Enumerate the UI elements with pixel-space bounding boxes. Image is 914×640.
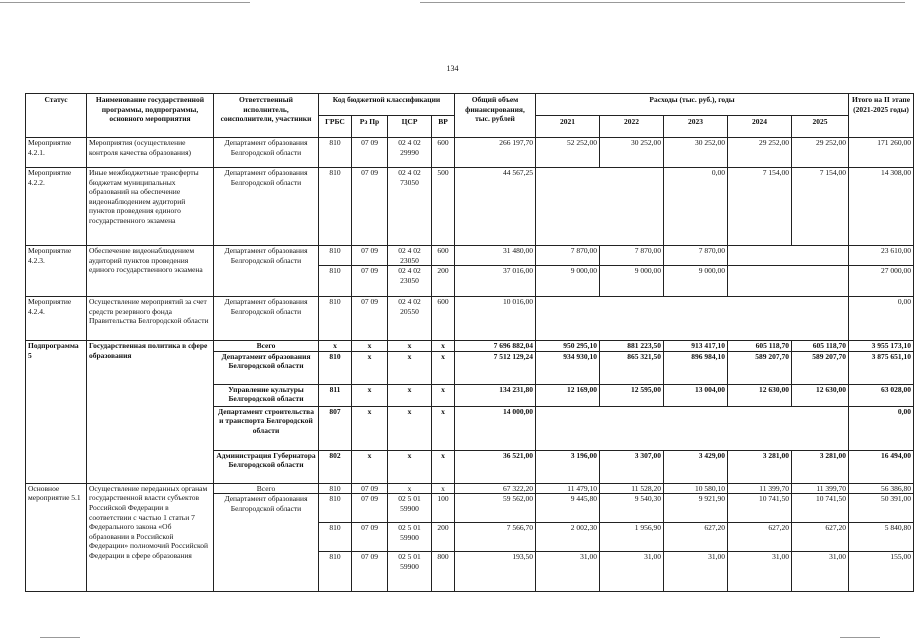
- rz-cell: 07 09: [352, 494, 388, 523]
- responsible-cell: Департамент образования Белгородской области: [214, 494, 319, 592]
- scan-edge-top-left: [0, 2, 250, 3]
- y2025-cell: 12 630,00: [792, 384, 849, 406]
- y2021-cell: 9 445,80: [536, 494, 600, 523]
- scan-edge-bottom-left: [40, 637, 80, 638]
- grbs-cell: 810: [319, 483, 352, 494]
- y2023-cell: 3 429,00: [664, 450, 728, 483]
- stage-cell: 50 391,00: [849, 494, 914, 523]
- name-cell: Государственная политика в сфере образования: [87, 341, 214, 484]
- header-rz: Рз Пр: [352, 116, 388, 138]
- csr-cell: x: [388, 483, 432, 494]
- y2025-cell: 29 252,00: [792, 138, 849, 168]
- header-name: Наименование государственной программы, подпрограммы, основного мероприятия: [87, 94, 214, 138]
- header-responsible: Ответственный исполнитель, соисполнители, участники: [214, 94, 319, 138]
- y2021-cell: 11 479,10: [536, 483, 600, 494]
- y2025-cell: 10 741,50: [792, 494, 849, 523]
- merged-empty-cell: [536, 168, 664, 246]
- vr-cell: x: [432, 384, 455, 406]
- table-row: [26, 168, 914, 246]
- total-cell: 37 016,00: [455, 266, 536, 297]
- y2023-cell: 627,20: [664, 523, 728, 552]
- y2025-cell: 11 399,70: [792, 483, 849, 494]
- name-cell: Осуществление мероприятий за счет средств резервного фонда Правительства Белгородской области: [87, 297, 214, 341]
- responsible-cell: Всего: [214, 341, 319, 352]
- stage-cell: 5 840,80: [849, 523, 914, 552]
- stage-cell: 16 494,00: [849, 450, 914, 483]
- responsible-cell: Управление культуры Белгородской области: [214, 384, 319, 406]
- y2025-cell: 589 207,70: [792, 351, 849, 384]
- vr-cell: 200: [432, 266, 455, 297]
- y2022-cell: 9 540,30: [600, 494, 664, 523]
- rz-cell: 07 09: [352, 138, 388, 168]
- csr-cell: x: [388, 450, 432, 483]
- y2023-cell: 9 000,00: [664, 266, 728, 297]
- y2021-cell: 9 000,00: [536, 266, 600, 297]
- status-cell: Подпрограмма 5: [26, 341, 87, 484]
- header-expenses: Расходы (тыс. руб.), годы: [536, 94, 849, 116]
- name-cell: Обеспечение видеонаблюдением аудиторий пунктов проведения единого государственного экзамена: [87, 246, 214, 297]
- table-row: [26, 297, 914, 341]
- rz-cell: 07 09: [352, 246, 388, 266]
- total-cell: 10 016,00: [455, 297, 536, 341]
- grbs-cell: 810: [319, 266, 352, 297]
- rz-cell: x: [352, 341, 388, 352]
- responsible-cell: Департамент образования Белгородской области: [214, 246, 319, 297]
- header-total-stage: Итого на II этапе (2021-2025 годы): [849, 94, 914, 138]
- total-cell: 36 521,00: [455, 450, 536, 483]
- rz-cell: 07 09: [352, 523, 388, 552]
- rz-cell: x: [352, 450, 388, 483]
- stage-cell: 63 028,00: [849, 384, 914, 406]
- vr-cell: x: [432, 351, 455, 384]
- responsible-cell: Департамент образования Белгородской области: [214, 351, 319, 384]
- total-cell: 7 696 882,04: [455, 341, 536, 352]
- y2022-cell: 865 321,50: [600, 351, 664, 384]
- csr-cell: 02 4 02 29990: [388, 138, 432, 168]
- y2024-cell: 3 281,00: [728, 450, 792, 483]
- responsible-cell: Департамент образования Белгородской области: [214, 168, 319, 246]
- grbs-cell: 810: [319, 246, 352, 266]
- rz-cell: 07 09: [352, 297, 388, 341]
- responsible-cell: Департамент образования Белгородской области: [214, 297, 319, 341]
- y2024-cell: 7 154,00: [728, 168, 792, 246]
- y2022-cell: 12 595,00: [600, 384, 664, 406]
- y2025-cell: 7 154,00: [792, 168, 849, 246]
- grbs-cell: 811: [319, 384, 352, 406]
- vr-cell: 500: [432, 168, 455, 246]
- table-row: [26, 341, 914, 352]
- merged-empty-cell: [728, 246, 849, 266]
- total-cell: 7 566,70: [455, 523, 536, 552]
- status-cell: Мероприятие 4.2.3.: [26, 246, 87, 297]
- y2023-cell: 7 870,00: [664, 246, 728, 266]
- y2023-cell: 0,00: [664, 168, 728, 246]
- merged-empty-cell: [536, 406, 849, 450]
- grbs-cell: 810: [319, 351, 352, 384]
- csr-cell: x: [388, 384, 432, 406]
- page-number: 134: [446, 64, 459, 73]
- y2024-cell: 12 630,00: [728, 384, 792, 406]
- vr-cell: 600: [432, 246, 455, 266]
- y2024-cell: 10 741,50: [728, 494, 792, 523]
- y2022-cell: 31,00: [600, 552, 664, 592]
- grbs-cell: 810: [319, 138, 352, 168]
- y2025-cell: 605 118,70: [792, 341, 849, 352]
- y2022-cell: 9 000,00: [600, 266, 664, 297]
- status-cell: Мероприятие 4.2.2.: [26, 168, 87, 246]
- grbs-cell: 810: [319, 168, 352, 246]
- csr-cell: 02 4 02 73050: [388, 168, 432, 246]
- stage-cell: 171 260,00: [849, 138, 914, 168]
- vr-cell: x: [432, 341, 455, 352]
- csr-cell: 02 4 02 23050: [388, 266, 432, 297]
- y2024-cell: 31,00: [728, 552, 792, 592]
- stage-cell: 3 875 651,10: [849, 351, 914, 384]
- y2024-cell: 29 252,00: [728, 138, 792, 168]
- vr-cell: 600: [432, 138, 455, 168]
- merged-empty-cell: [536, 297, 849, 341]
- y2022-cell: 1 956,90: [600, 523, 664, 552]
- grbs-cell: 807: [319, 406, 352, 450]
- rz-cell: 07 09: [352, 552, 388, 592]
- vr-cell: 200: [432, 523, 455, 552]
- y2023-cell: 13 004,00: [664, 384, 728, 406]
- header-total-volume: Общий объем финансирования, тыс. рублей: [455, 94, 536, 138]
- grbs-cell: x: [319, 341, 352, 352]
- y2023-cell: 10 580,10: [664, 483, 728, 494]
- stage-cell: 0,00: [849, 297, 914, 341]
- stage-cell: 155,00: [849, 552, 914, 592]
- vr-cell: 800: [432, 552, 455, 592]
- responsible-cell: Департамент образования Белгородской области: [214, 138, 319, 168]
- merged-empty-cell: [728, 266, 849, 297]
- y2021-cell: 3 196,00: [536, 450, 600, 483]
- total-cell: 67 322,20: [455, 483, 536, 494]
- csr-cell: 02 5 01 59900: [388, 552, 432, 592]
- header-grbs: ГРБС: [319, 116, 352, 138]
- scan-edge-top-right: [420, 2, 905, 3]
- total-cell: 134 231,80: [455, 384, 536, 406]
- y2023-cell: 9 921,90: [664, 494, 728, 523]
- total-cell: 31 480,00: [455, 246, 536, 266]
- vr-cell: x: [432, 450, 455, 483]
- status-cell: Основное мероприятие 5.1: [26, 483, 87, 592]
- grbs-cell: 810: [319, 297, 352, 341]
- csr-cell: 02 5 01 59900: [388, 494, 432, 523]
- budget-table: [25, 93, 914, 592]
- vr-cell: 600: [432, 297, 455, 341]
- header-2021: 2021: [536, 116, 600, 138]
- y2021-cell: 934 930,10: [536, 351, 600, 384]
- header-vr: ВР: [432, 116, 455, 138]
- responsible-cell: Департамент строительства и транспорта Белгородской области: [214, 406, 319, 450]
- vr-cell: x: [432, 483, 455, 494]
- rz-cell: 07 09: [352, 483, 388, 494]
- csr-cell: x: [388, 351, 432, 384]
- status-cell: Мероприятие 4.2.4.: [26, 297, 87, 341]
- y2022-cell: 3 307,00: [600, 450, 664, 483]
- csr-cell: x: [388, 341, 432, 352]
- y2024-cell: 627,20: [728, 523, 792, 552]
- y2025-cell: 3 281,00: [792, 450, 849, 483]
- y2023-cell: 31,00: [664, 552, 728, 592]
- y2023-cell: 896 984,10: [664, 351, 728, 384]
- name-cell: Иные межбюджетные трансферты бюджетам муниципальных образований на обеспечение видеонаблюдением аудиторий пунктов проведения единого государственного экзамена: [87, 168, 214, 246]
- total-cell: 59 562,00: [455, 494, 536, 523]
- header-2023: 2023: [664, 116, 728, 138]
- y2025-cell: 31,00: [792, 552, 849, 592]
- y2021-cell: 2 002,30: [536, 523, 600, 552]
- table-row: [26, 483, 914, 494]
- name-cell: Мероприятия (осуществление контроля качества образования): [87, 138, 214, 168]
- total-cell: 193,50: [455, 552, 536, 592]
- y2024-cell: 11 399,70: [728, 483, 792, 494]
- header-row-1: [26, 94, 914, 116]
- responsible-cell: Администрация Губернатора Белгородской области: [214, 450, 319, 483]
- grbs-cell: 810: [319, 552, 352, 592]
- header-budget-code: Код бюджетной классификации: [319, 94, 455, 116]
- y2021-cell: 12 169,00: [536, 384, 600, 406]
- total-cell: 266 197,70: [455, 138, 536, 168]
- csr-cell: 02 4 02 23050: [388, 246, 432, 266]
- name-cell: Осуществление переданных органам государственной власти субъектов Российской Федерации в соответствии с частью 1 статьи 7 Федерального закона «Об образовании в Российской Федерации» полномочий Российской Федерации в сфере образования: [87, 483, 214, 592]
- rz-cell: x: [352, 384, 388, 406]
- y2025-cell: 627,20: [792, 523, 849, 552]
- y2022-cell: 7 870,00: [600, 246, 664, 266]
- y2021-cell: 950 295,10: [536, 341, 600, 352]
- stage-cell: 3 955 173,10: [849, 341, 914, 352]
- grbs-cell: 810: [319, 523, 352, 552]
- stage-cell: 0,00: [849, 406, 914, 450]
- table-row: [26, 138, 914, 168]
- header-2022: 2022: [600, 116, 664, 138]
- y2023-cell: 913 417,10: [664, 341, 728, 352]
- vr-cell: x: [432, 406, 455, 450]
- table-row: [26, 246, 914, 266]
- y2024-cell: 605 118,70: [728, 341, 792, 352]
- header-status: Статус: [26, 94, 87, 138]
- status-cell: Мероприятие 4.2.1.: [26, 138, 87, 168]
- vr-cell: 100: [432, 494, 455, 523]
- total-cell: 14 000,00: [455, 406, 536, 450]
- y2023-cell: 30 252,00: [664, 138, 728, 168]
- grbs-cell: 802: [319, 450, 352, 483]
- grbs-cell: 810: [319, 494, 352, 523]
- stage-cell: 14 308,00: [849, 168, 914, 246]
- header-2025: 2025: [792, 116, 849, 138]
- total-cell: 44 567,25: [455, 168, 536, 246]
- y2022-cell: 30 252,00: [600, 138, 664, 168]
- csr-cell: x: [388, 406, 432, 450]
- header-csr: ЦСР: [388, 116, 432, 138]
- rz-cell: 07 09: [352, 266, 388, 297]
- csr-cell: 02 4 02 20550: [388, 297, 432, 341]
- y2022-cell: 11 528,20: [600, 483, 664, 494]
- rz-cell: 07 09: [352, 168, 388, 246]
- y2021-cell: 52 252,00: [536, 138, 600, 168]
- header-2024: 2024: [728, 116, 792, 138]
- total-cell: 7 512 129,24: [455, 351, 536, 384]
- rz-cell: x: [352, 406, 388, 450]
- csr-cell: 02 5 01 59900: [388, 523, 432, 552]
- scan-edge-bottom-right: [840, 637, 880, 638]
- y2021-cell: 31,00: [536, 552, 600, 592]
- stage-cell: 23 610,00: [849, 246, 914, 266]
- rz-cell: x: [352, 351, 388, 384]
- y2024-cell: 589 207,70: [728, 351, 792, 384]
- responsible-cell: Всего: [214, 483, 319, 494]
- stage-cell: 56 386,80: [849, 483, 914, 494]
- y2021-cell: 7 870,00: [536, 246, 600, 266]
- stage-cell: 27 000,00: [849, 266, 914, 297]
- y2022-cell: 881 223,50: [600, 341, 664, 352]
